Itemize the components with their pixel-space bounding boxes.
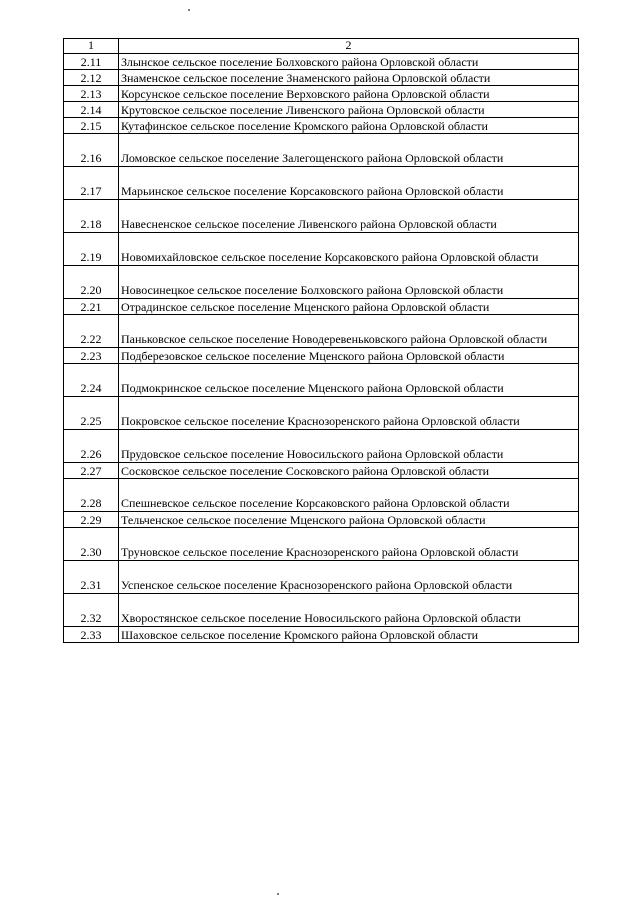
settlement-name: Паньковское сельское поселение Новодеревеньковского района Орловской области — [119, 315, 579, 348]
table-row — [64, 315, 579, 348]
settlement-name: Новосинецкое сельское поселение Болховского района Орловской области — [119, 266, 579, 299]
header-col-1: 1 — [64, 39, 119, 54]
scan-speck — [188, 9, 190, 11]
row-number: 2.14 — [64, 102, 119, 118]
settlement-name: Труновское сельское поселение Краснозоренского района Орловской области — [119, 528, 579, 561]
row-number: 2.26 — [64, 430, 119, 463]
row-number: 2.15 — [64, 118, 119, 134]
row-number: 2.33 — [64, 627, 119, 643]
table-row — [64, 299, 579, 315]
table-row — [64, 167, 579, 200]
row-number: 2.25 — [64, 397, 119, 430]
row-number: 2.30 — [64, 528, 119, 561]
table-row — [64, 528, 579, 561]
table-row — [64, 463, 579, 479]
settlement-name: Знаменское сельское поселение Знаменского района Орловской области — [119, 70, 579, 86]
row-number: 2.11 — [64, 54, 119, 70]
settlement-name: Спешневское сельское поселение Корсаковского района Орловской области — [119, 479, 579, 512]
table-row — [64, 102, 579, 118]
header-col-2: 2 — [119, 39, 579, 54]
row-number: 2.16 — [64, 134, 119, 167]
settlement-name: Отрадинское сельское поселение Мценского района Орловской области — [119, 299, 579, 315]
table-row — [64, 364, 579, 397]
row-number: 2.22 — [64, 315, 119, 348]
settlement-name: Кутафинское сельское поселение Кромского района Орловской области — [119, 118, 579, 134]
table-row — [64, 430, 579, 463]
row-number: 2.29 — [64, 512, 119, 528]
row-number: 2.27 — [64, 463, 119, 479]
table-row — [64, 200, 579, 233]
row-number: 2.23 — [64, 348, 119, 364]
table-row — [64, 594, 579, 627]
settlement-name: Сосковское сельское поселение Сосковского района Орловской области — [119, 463, 579, 479]
row-number: 2.17 — [64, 167, 119, 200]
header-row — [64, 39, 579, 54]
row-number: 2.13 — [64, 86, 119, 102]
settlement-name: Ломовское сельское поселение Залегощенского района Орловской области — [119, 134, 579, 167]
row-number: 2.24 — [64, 364, 119, 397]
row-number: 2.21 — [64, 299, 119, 315]
scan-speck — [277, 893, 279, 895]
row-number: 2.28 — [64, 479, 119, 512]
settlement-name: Шаховское сельское поселение Кромского района Орловской области — [119, 627, 579, 643]
settlement-name: Злынское сельское поселение Болховского района Орловской области — [119, 54, 579, 70]
settlement-name: Подмокринское сельское поселение Мценского района Орловской области — [119, 364, 579, 397]
settlements-table — [63, 38, 579, 643]
table-row — [64, 561, 579, 594]
table-row — [64, 70, 579, 86]
table-row — [64, 233, 579, 266]
settlement-name: Успенское сельское поселение Краснозоренского района Орловской области — [119, 561, 579, 594]
settlement-name: Корсунское сельское поселение Верховского района Орловской области — [119, 86, 579, 102]
table-body — [64, 39, 579, 643]
row-number: 2.32 — [64, 594, 119, 627]
settlement-name: Хворостянское сельское поселение Новосильского района Орловской области — [119, 594, 579, 627]
table-row — [64, 266, 579, 299]
settlement-name: Покровское сельское поселение Краснозоренского района Орловской области — [119, 397, 579, 430]
table-row — [64, 86, 579, 102]
row-number: 2.20 — [64, 266, 119, 299]
table-row — [64, 479, 579, 512]
row-number: 2.12 — [64, 70, 119, 86]
settlement-name: Марьинское сельское поселение Корсаковского района Орловской области — [119, 167, 579, 200]
table-row — [64, 134, 579, 167]
settlement-name: Навесненское сельское поселение Ливенского района Орловской области — [119, 200, 579, 233]
settlement-name: Подберезовское сельское поселение Мценского района Орловской области — [119, 348, 579, 364]
settlement-name: Прудовское сельское поселение Новосильского района Орловской области — [119, 430, 579, 463]
table-row — [64, 348, 579, 364]
row-number: 2.19 — [64, 233, 119, 266]
settlement-name: Тельченское сельское поселение Мценского района Орловской области — [119, 512, 579, 528]
table-row — [64, 118, 579, 134]
settlement-name: Крутовское сельское поселение Ливенского района Орловской области — [119, 102, 579, 118]
settlement-name: Новомихайловское сельское поселение Корсаковского района Орловской области — [119, 233, 579, 266]
table-row — [64, 512, 579, 528]
row-number: 2.18 — [64, 200, 119, 233]
table-row — [64, 397, 579, 430]
row-number: 2.31 — [64, 561, 119, 594]
table-row — [64, 627, 579, 643]
table-row — [64, 54, 579, 70]
